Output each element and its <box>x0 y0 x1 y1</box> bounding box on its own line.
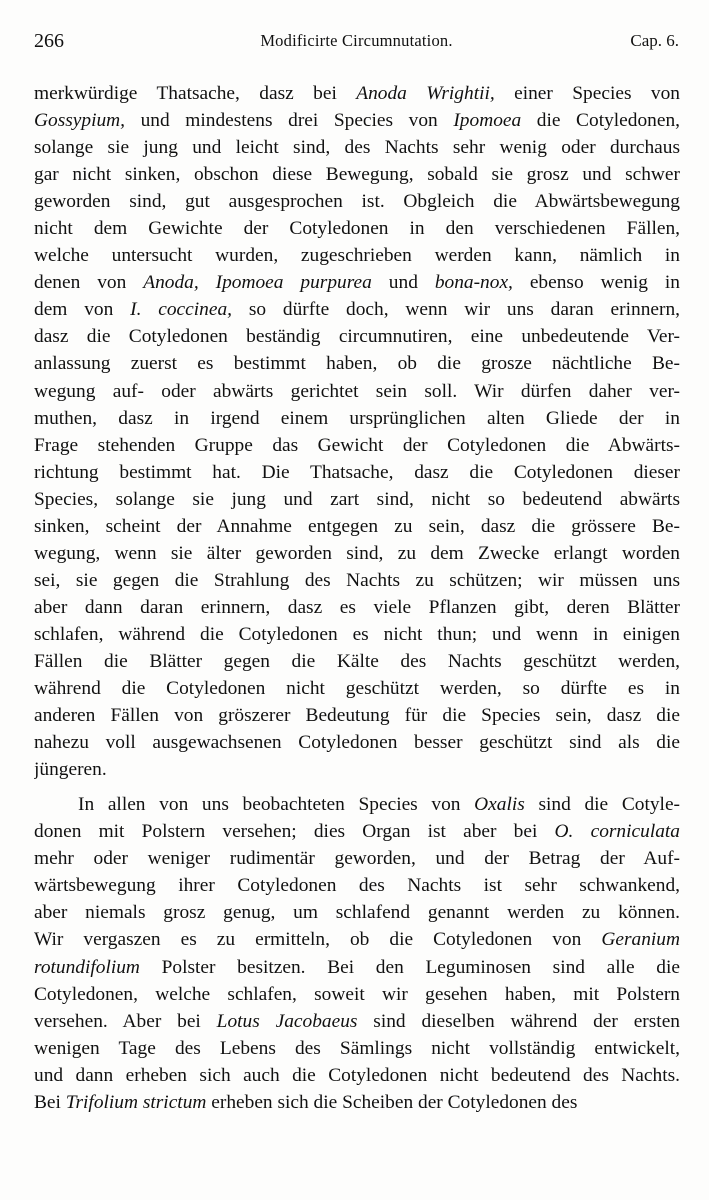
text-line: In allen von uns beobachteten Species von Oxalis sind die Cotyle- <box>78 794 680 816</box>
text-line: anderen Fällen von gröszerer Bedeutung für die Species sein, dasz die <box>34 705 680 727</box>
text-line: sinken, scheint der Annahme entgegen zu sein, dasz die grössere Be- <box>34 515 680 537</box>
text-line: wegung, wenn sie älter geworden sind, zu dem Zwecke erlangt worden <box>34 542 680 564</box>
text-line: Wir vergaszen es zu ermitteln, ob die Cotyledonen von Geranium <box>34 929 680 951</box>
text-line: solange sie jung und leicht sind, des Nachts sehr wenig oder durchaus <box>34 137 680 159</box>
text-line: donen mit Polstern versehen; dies Organ ist aber bei O. corniculata <box>34 821 680 843</box>
text-line: schlafen, während die Cotyledonen es nicht thun; und wenn in einigen <box>34 623 680 645</box>
text-line: Gossypium, und mindestens drei Species von Ipomoea die Cotyledonen, <box>34 110 680 132</box>
text-line: denen von Anoda, Ipomoea purpurea und bona-nox, ebenso wenig in <box>34 272 680 294</box>
running-title: Modificirte Circumnutation. <box>260 31 453 50</box>
text-line: gar nicht sinken, obschon diese Bewegung, sobald sie grosz und schwer <box>34 164 680 186</box>
text-line: dasz die Cotyledonen beständig circumnutiren, eine unbedeutende Ver- <box>34 326 680 348</box>
paragraph <box>34 80 680 783</box>
running-header <box>34 30 679 56</box>
text-line: richtung bestimmt hat. Die Thatsache, dasz die Cotyledonen dieser <box>34 461 680 483</box>
text-line: muthen, dasz in irgend einem ursprünglichen alten Gliede der in <box>34 407 680 429</box>
body-text <box>34 80 680 1116</box>
chapter-label: Cap. 6. <box>630 31 679 50</box>
text-line: wenigen Tage des Lebens des Sämlings nicht vollständig entwickelt, <box>34 1037 680 1059</box>
text-line: welche untersucht wurden, zugeschrieben werden kann, nämlich in <box>34 245 680 267</box>
text-line: merkwürdige Thatsache, dasz bei Anoda Wrightii, einer Species von <box>34 83 680 104</box>
text-line: anlassung zuerst es bestimmt haben, ob die grosze nächtliche Be- <box>34 353 680 375</box>
text-line: aber dann daran erinnern, dasz es viele Pflanzen gibt, deren Blätter <box>34 596 680 618</box>
text-line: sei, sie gegen die Strahlung des Nachts zu schützen; wir müssen uns <box>34 569 680 591</box>
text-line: Frage stehenden Gruppe das Gewicht der Cotyledonen die Abwärts- <box>34 434 680 456</box>
page-number: 266 <box>34 30 64 52</box>
text-line: Fällen die Blätter gegen die Kälte des Nachts geschützt werden, <box>34 650 680 672</box>
text-line: Cotyledonen, welche schlafen, soweit wir gesehen haben, mit Polstern <box>34 983 680 1005</box>
text-line: rotundifolium Polster besitzen. Bei den Leguminosen sind alle die <box>34 956 680 978</box>
text-line: dem von I. coccinea, so dürfte doch, wenn wir uns daran erinnern, <box>34 299 680 321</box>
text-line: nahezu voll ausgewachsenen Cotyledonen besser geschützt sind als die <box>34 732 680 754</box>
text-line: wärtsbewegung ihrer Cotyledonen des Nachts ist sehr schwankend, <box>34 875 680 897</box>
text-line: und dann erheben sich auch die Cotyledonen nicht bedeutend des Nachts. <box>34 1064 680 1086</box>
text-line: mehr oder weniger rudimentär geworden, und der Betrag der Auf- <box>34 848 680 870</box>
text-line: nicht dem Gewichte der Cotyledonen in den verschiedenen Fällen, <box>34 218 680 240</box>
text-line: während die Cotyledonen nicht geschützt werden, so dürfte es in <box>34 678 680 700</box>
text-line: geworden sind, gut ausgesprochen ist. Obgleich die Abwärtsbewegung <box>34 191 680 213</box>
text-line: Bei Trifolium strictum erheben sich die Scheiben der Cotyledonen des <box>34 1091 578 1113</box>
text-line: jüngeren. <box>34 759 107 781</box>
text-line: aber niemals grosz genug, um schlafend genannt werden zu können. <box>34 902 680 924</box>
text-line: wegung auf- oder abwärts gerichtet sein soll. Wir dürfen daher ver- <box>34 380 680 402</box>
text-line: Species, solange sie jung und zart sind, nicht so bedeutend abwärts <box>34 488 680 510</box>
text-line: versehen. Aber bei Lotus Jacobaeus sind dieselben während der ersten <box>34 1010 680 1032</box>
paragraph <box>34 791 680 1116</box>
